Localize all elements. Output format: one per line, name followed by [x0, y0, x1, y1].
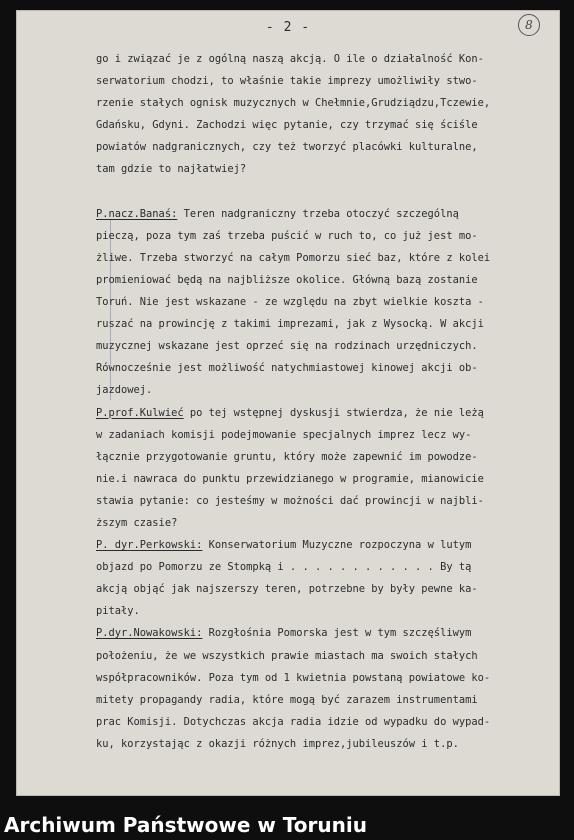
text-line: pitały.: [96, 605, 140, 618]
text-line: w zadaniach komisji podejmowanie specjalnych imprez lecz wy-: [96, 428, 472, 441]
archive-folio-mark: 8: [518, 14, 540, 36]
text-line: żliwe. Trzeba stworzyć na całym Pomorzu sieć baz, które z kolei: [96, 251, 491, 264]
speaker-name: P. dyr.Perkowski:: [96, 539, 203, 552]
text-line: mitety propagandy radia, które mogą być zarazem instrumentami: [96, 693, 478, 706]
text-line: [96, 181, 564, 203]
text-line: ku, korzystając z okazji różnych imprez,jubileuszów i t.p.: [96, 737, 459, 750]
text-line: współpracowników. Poza tym od 1 kwietnia powstaną powiatowe ko-: [96, 671, 491, 684]
text-line: promieniować będą na najbliższe okolice. Główną bazą zostanie: [96, 273, 478, 286]
text-line: prac Komisji. Dotychczas akcja radia idzie od wypadku do wypad-: [96, 715, 491, 728]
text-line: serwatorium chodzi, to właśnie takie imprezy umożliwiły stwo-: [96, 75, 478, 88]
speaker-name: P.prof.Kulwieć: [96, 406, 184, 419]
text-line: rzenie stałych ognisk muzycznych w Chełmnie,Grudziądzu,Tczewie,: [96, 97, 491, 110]
text-line: pieczą, poza tym zaś trzeba puścić w ruch to, co już jest mo-: [96, 229, 478, 242]
text-line: Gdańsku, Gdyni. Zachodzi więc pytanie, czy trzymać się ściśle: [96, 119, 478, 132]
archive-footer: Archiwum Państwowe w Toruniu: [4, 813, 367, 837]
text-line: tam gdzie to najłatwiej?: [96, 163, 247, 176]
text-line: P. dyr.Perkowski: Konserwatorium Muzyczne rozpoczyna w lutym: [96, 539, 472, 552]
text-line: muzycznej wskazane jest oprzeć się na rodzinach urzędniczych.: [96, 340, 478, 353]
text-line: akcją objąć jak najszerszy teren, potrzebne by były pewne ka-: [96, 583, 478, 596]
speaker-name: P.dyr.Nowakowski:: [96, 627, 203, 640]
text-line: jazdowej.: [96, 384, 153, 397]
text-line: go i związać je z ogólną naszą akcją. O ile o działalność Kon-: [96, 53, 484, 65]
text-line: stawia pytanie: co jesteśmy w możności dać prowincji w najbli-: [96, 494, 484, 507]
speaker-name: P.nacz.Banaś:: [96, 207, 178, 220]
text-line: ruszać na prowincję z takimi imprezami, jak z Wysocką. W akcji: [96, 318, 484, 331]
text-line: P.nacz.Banaś: Teren nadgraniczny trzeba otoczyć szczególną: [96, 207, 459, 220]
text-line: powiatów nadgranicznych, czy też tworzyć placówki kulturalne,: [96, 141, 478, 154]
page-number: - 2 -: [265, 20, 311, 35]
text-line: łącznie przygotowanie gruntu, który może zapewnić im powodze-: [96, 450, 478, 463]
text-line: objazd po Pomorzu ze Stompką i . . . . . . . . . . . . By tą: [96, 561, 472, 574]
document-page: [16, 10, 560, 796]
text-line: położeniu, że we wszystkich prawie miastach ma swoich stałych: [96, 649, 478, 662]
text-line: P.prof.Kulwieć po tej wstępnej dyskusji stwierdza, że nie leżą: [96, 406, 484, 419]
typescript-body: [96, 48, 564, 755]
text-line: Toruń. Nie jest wskazane - ze względu na zbyt wielkie koszta -: [96, 296, 484, 309]
text-line: nie.i nawraca do punktu przewidzianego w programie, mianowicie: [96, 472, 484, 485]
text-line: ższym czasie?: [96, 516, 178, 529]
text-line: P.dyr.Nowakowski: Rozgłośnia Pomorska jest w tym szczęśliwym: [96, 627, 472, 640]
text-line: Równocześnie jest możliwość natychmiastowej kinowej akcji ob-: [96, 362, 478, 375]
